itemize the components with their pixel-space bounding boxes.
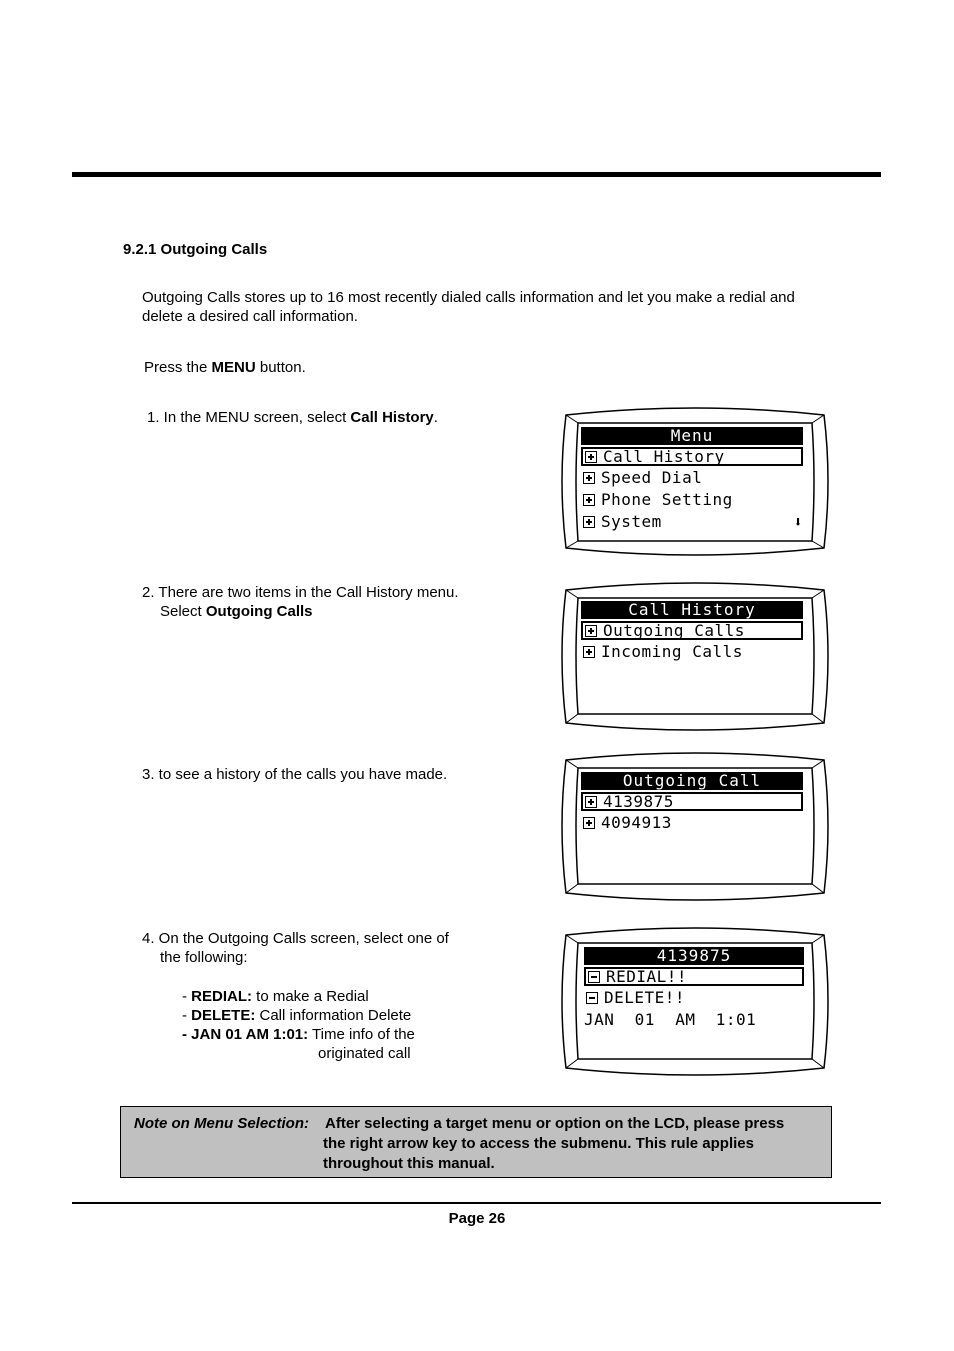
call-entry[interactable] xyxy=(581,813,803,833)
lcd-display xyxy=(581,427,803,532)
delete-option[interactable] xyxy=(584,988,804,1008)
step-1-end: . xyxy=(433,409,438,426)
press-text: Press the xyxy=(144,359,212,376)
menu-item-speed-dial[interactable] xyxy=(581,468,803,488)
menu-item-system[interactable] xyxy=(581,512,803,532)
note-label: Note on Menu Selection: xyxy=(134,1115,310,1132)
step-3: 3. to see a history of the calls you have made. xyxy=(142,766,448,783)
menu-button-name: MENU xyxy=(211,359,256,376)
step-4-line1: 4. On the Outgoing Calls screen, select one of xyxy=(142,930,449,947)
lcd-call-history-screen xyxy=(560,580,830,733)
step-2-line1: 2. There are two items in the Call History menu. xyxy=(142,584,459,601)
press-text-end: button. xyxy=(255,359,306,376)
redial-option[interactable] xyxy=(584,967,804,986)
lcd-menu-screen xyxy=(560,405,830,558)
call-timestamp: JAN 01 AM 1:01 xyxy=(584,1010,757,1029)
note-line-2: the right arrow key to access the submenu. This rule applies xyxy=(323,1135,754,1152)
step-1-target: Call History xyxy=(350,409,434,426)
minus-box-icon xyxy=(588,971,600,983)
lcd-display xyxy=(584,947,804,1030)
menu-item-outgoing-calls[interactable] xyxy=(581,621,803,640)
call-number: 4094913 xyxy=(601,813,672,832)
lcd-title: Call History xyxy=(581,601,803,619)
press-menu-instruction xyxy=(144,358,306,377)
step-2-text: Select xyxy=(160,603,206,620)
option-delete xyxy=(182,1006,411,1025)
lcd-outgoing-call-screen xyxy=(560,750,830,903)
plus-box-icon xyxy=(583,516,595,528)
menu-item-call-history[interactable] xyxy=(581,447,803,466)
option-delete-label: DELETE: xyxy=(191,1007,256,1024)
plus-box-icon xyxy=(583,494,595,506)
section-heading: 9.2.1 Outgoing Calls xyxy=(123,241,268,258)
plus-box-icon xyxy=(585,625,597,637)
menu-item-label: Speed Dial xyxy=(601,468,703,487)
note-line-3: throughout this manual. xyxy=(323,1155,495,1172)
option-redial-label: REDIAL: xyxy=(191,988,252,1005)
lcd-call-detail-screen xyxy=(560,925,830,1078)
option-time xyxy=(182,1025,415,1044)
option-dash: - xyxy=(182,988,192,1005)
option-time-desc-cont: originated call xyxy=(318,1045,411,1062)
option-delete-desc: Call information Delete xyxy=(255,1007,412,1024)
note-body xyxy=(134,1114,824,1174)
intro-paragraph: Outgoing Calls stores up to 16 most recently dialed calls information and let you make a redial and delete a desired call information. xyxy=(142,289,795,325)
lcd-title: Menu xyxy=(581,427,803,445)
option-label: REDIAL!! xyxy=(606,967,688,986)
plus-box-icon xyxy=(583,646,595,658)
menu-item-phone-setting[interactable] xyxy=(581,490,803,510)
option-redial-desc: to make a Redial xyxy=(252,988,369,1005)
lcd-title: Outgoing Call xyxy=(581,772,803,790)
lcd-display xyxy=(581,772,803,833)
note-line-1: After selecting a target menu or option on the LCD, please press xyxy=(325,1115,785,1132)
menu-item-label: Incoming Calls xyxy=(601,642,743,661)
call-number: 4139875 xyxy=(603,792,674,811)
plus-box-icon xyxy=(583,817,595,829)
plus-box-icon xyxy=(585,451,597,463)
call-entry[interactable] xyxy=(581,792,803,811)
plus-box-icon xyxy=(583,472,595,484)
page-number: Page 26 xyxy=(448,1210,506,1227)
step-4-line2: the following: xyxy=(160,949,248,966)
menu-item-label: Outgoing Calls xyxy=(603,621,745,640)
step-1 xyxy=(147,408,438,427)
menu-item-label: System xyxy=(601,512,662,531)
option-label: DELETE!! xyxy=(604,988,686,1007)
option-time-label: - JAN 01 AM 1:01: xyxy=(182,1026,309,1043)
down-arrow-icon: ⬇ xyxy=(793,513,803,531)
top-rule xyxy=(72,172,881,177)
lcd-display xyxy=(581,601,803,662)
option-redial xyxy=(182,987,369,1006)
lcd-title: 4139875 xyxy=(584,947,804,965)
step-1-text: 1. In the MENU screen, select xyxy=(147,409,351,426)
menu-item-incoming-calls[interactable] xyxy=(581,642,803,662)
menu-item-label: Call History xyxy=(603,447,725,466)
note-box xyxy=(120,1106,832,1178)
step-2 xyxy=(142,583,459,621)
option-time-desc: Time info of the xyxy=(308,1026,415,1043)
minus-box-icon xyxy=(586,992,598,1004)
step-2-line2 xyxy=(142,602,459,621)
option-dash: - xyxy=(182,1007,192,1024)
step-2-target: Outgoing Calls xyxy=(205,603,313,620)
step-4 xyxy=(142,929,449,967)
menu-item-label: Phone Setting xyxy=(601,490,733,509)
bottom-rule xyxy=(72,1202,881,1204)
plus-box-icon xyxy=(585,796,597,808)
